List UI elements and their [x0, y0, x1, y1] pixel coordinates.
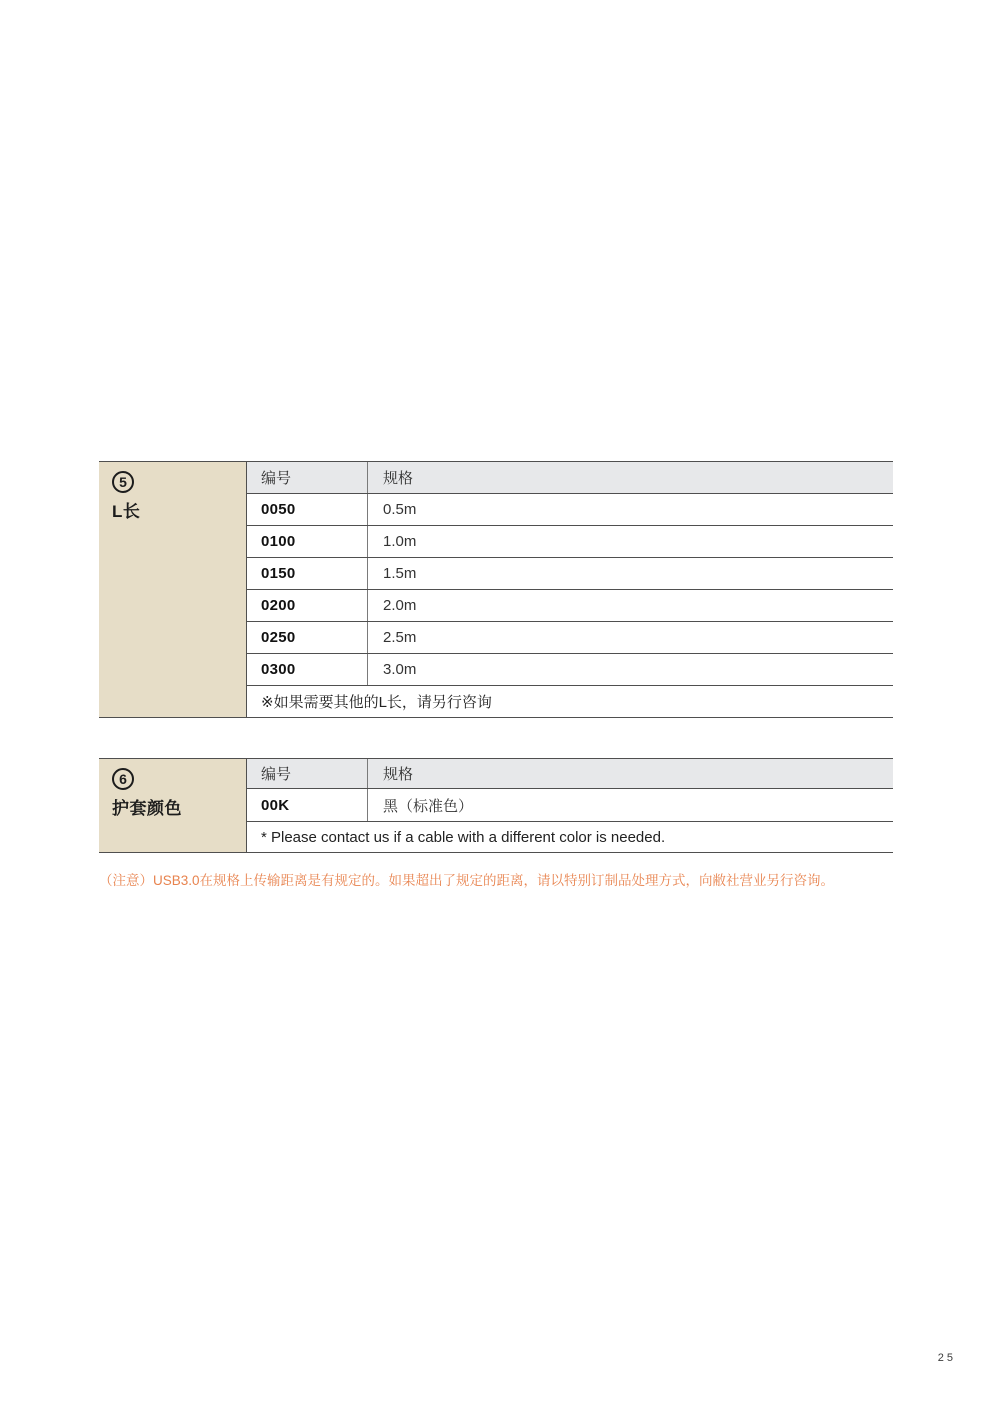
table-row — [247, 789, 893, 822]
l-length-side-cell — [99, 462, 247, 717]
spec-value: 2.5m — [383, 629, 417, 646]
table-header-row — [247, 462, 893, 494]
table-note-row — [247, 822, 893, 852]
table-row — [247, 494, 893, 526]
table-note-row — [247, 686, 893, 717]
spec-value: 3.0m — [383, 661, 417, 678]
spec-value: 1.0m — [383, 533, 417, 550]
column-header-code: 编号 — [247, 759, 368, 788]
sheath-color-title: 护套颜色 — [112, 799, 182, 818]
l-length-title: L长 — [112, 502, 141, 521]
code-value: 0200 — [247, 590, 368, 621]
l-length-table — [99, 461, 893, 718]
spec-value: 0.5m — [383, 501, 417, 518]
column-header-code: 编号 — [247, 462, 368, 493]
spec-value: 1.5m — [383, 565, 417, 582]
page-number: 25 — [937, 1352, 956, 1364]
code-value: 0100 — [247, 526, 368, 557]
sheath-color-side-cell — [99, 759, 247, 852]
table-row — [247, 590, 893, 622]
column-header-spec: 规格 — [383, 766, 414, 783]
code-value: 0300 — [247, 654, 368, 685]
code-value: 0250 — [247, 622, 368, 653]
l-length-rows — [247, 462, 893, 717]
circled-number-6: 6 — [112, 768, 134, 790]
table-row — [247, 558, 893, 590]
column-header-spec: 规格 — [383, 470, 414, 487]
sheath-color-note: * Please contact us if a cable with a different color is needed. — [261, 828, 666, 846]
code-value: 0150 — [247, 558, 368, 589]
table-row — [247, 654, 893, 686]
table-row — [247, 622, 893, 654]
sheath-color-rows — [247, 759, 893, 852]
circled-number-5: 5 — [112, 471, 134, 493]
sheath-color-table — [99, 758, 893, 853]
table-row — [247, 526, 893, 558]
code-value: 0050 — [247, 494, 368, 525]
spec-value: 黑（标准色） — [383, 797, 474, 815]
l-length-note: ※如果需要其他的L长，请另行咨询 — [261, 694, 492, 711]
spec-value: 2.0m — [383, 597, 417, 614]
code-value: 00K — [247, 789, 368, 821]
usb3-caution-note: （注意）USB3.0在规格上传输距离是有规定的。如果超出了规定的距离，请以特别订制品处理方式，向敝社营业另行咨询。 — [99, 873, 835, 888]
table-header-row — [247, 759, 893, 789]
